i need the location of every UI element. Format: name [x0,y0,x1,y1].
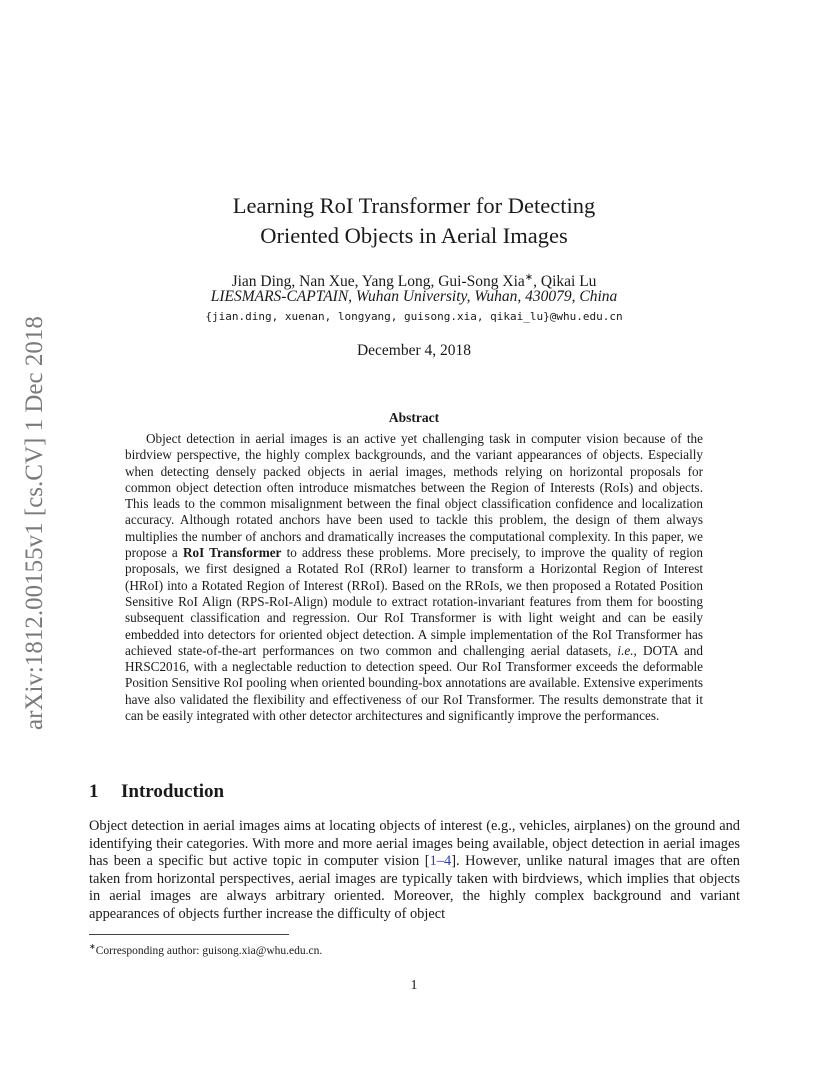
paper-date: December 4, 2018 [356,342,472,359]
intro-part-1: Object detection in aerial images aims at locating objects of interest (e.g., vehicles, airplanes) on the ground and identifying their categories. With more and more aerial images being available, object detection in aerial images has been a specific but active topic in computer vision [ [89,818,740,870]
paper-title-line-1: Learning RoI Transformer for Detecting [232,193,596,218]
footnote [89,939,589,959]
section-number: 1 [89,781,99,802]
author-emails: {jian.ding, xuenan, longyang, guisong.xia, qikai_lu}@whu.edu.cn [205,310,623,323]
page-number: 1 [410,978,418,993]
introduction-text [89,818,740,924]
section-heading-introduction [89,780,489,804]
author-affiliation: LIESMARS-CAPTAIN, Wuhan University, Wuhan, 430079, China [210,288,618,305]
abstract-bold-term: RoI Transformer [182,545,282,561]
footnote-divider [89,934,289,935]
introduction-paragraph [89,818,740,924]
abstract-part-2: to address these problems. More precisely, to improve the quality of region proposals, we first designed a Rotated RoI (RRoI) learner to transform a Horizontal Region of Interest (HRoI) into a Rotated Region of Interest (RRoI). Based on the RRoIs, we then proposed a Rotated Position Sensitive RoI Align (RPS-RoI-Align) module to extract rotation-invariant features from them for boosting subsequent classification and regression. Our RoI Transformer is with light weight and can be easily embedded into detectors for oriented object detection. A simple implementation of the RoI Transformer has achieved state-of-the-art performances on two common and challenging aerial datasets, [125,545,703,658]
corresponding-author-mark: ∗ [524,272,534,283]
arxiv-identifier: arXiv:1812.00155v1 [cs.CV] 1 Dec 2018 [21,316,48,730]
paper-title [150,191,678,251]
paper-title-line-2: Oriented Objects in Aerial Images [260,223,568,248]
intro-part-2: ]. However, unlike natural images that are often taken from horizontal perspectives, aerial images are typically taken with birdviews, which implies that objects in aerial images are always arbitrary oriented. Moreover, the highly complex background and variant appearances of objects further increase the difficulty of object [89,853,740,922]
abstract-paragraph [125,431,703,724]
footnote-text: Corresponding author: guisong.xia@whu.edu.cn. [95,944,323,957]
abstract-heading: Abstract [388,410,440,425]
abstract-text [125,431,703,724]
footnote-mark: ∗ [89,942,96,951]
abstract-part-3: , DOTA and HRSC2016, with a neglectable reduction to detection speed. Our RoI Transformer exceeds the deformable Position Sensitive RoI pooling when oriented bounding-box annotations are available. Extensive experiments have also validated the flexibility and effectiveness of our RoI Transformer. The results demonstrate that it can be easily integrated with other detector architectures and significantly improve the performances. [125,642,703,724]
section-title: Introduction [121,781,225,802]
author-names: Jian Ding, Nan Xue, Yang Long, Gui-Song Xia [231,273,525,291]
citation-link[interactable]: 1–4 [429,853,452,870]
author-names-end: , Qikai Lu [533,273,597,291]
abstract-italic-term: i.e. [617,642,634,658]
abstract-part-1: Object detection in aerial images is an active yet challenging task in computer vision because of the birdview perspective, the highly complex backgrounds, and the variant appearances of objects. Especially when detecting densely packed objects in aerial images, methods relying on horizontal proposals for common object detection often introduce mismatches between the Region of Interests (RoIs) and objects. This leads to the common misalignment between the final object classification confidence and localization accuracy. Although rotated anchors have been used to tackle this problem, the design of them always multiplies the number of anchors and dramatically increases the computational complexity. In this paper, we propose a [125,431,703,561]
